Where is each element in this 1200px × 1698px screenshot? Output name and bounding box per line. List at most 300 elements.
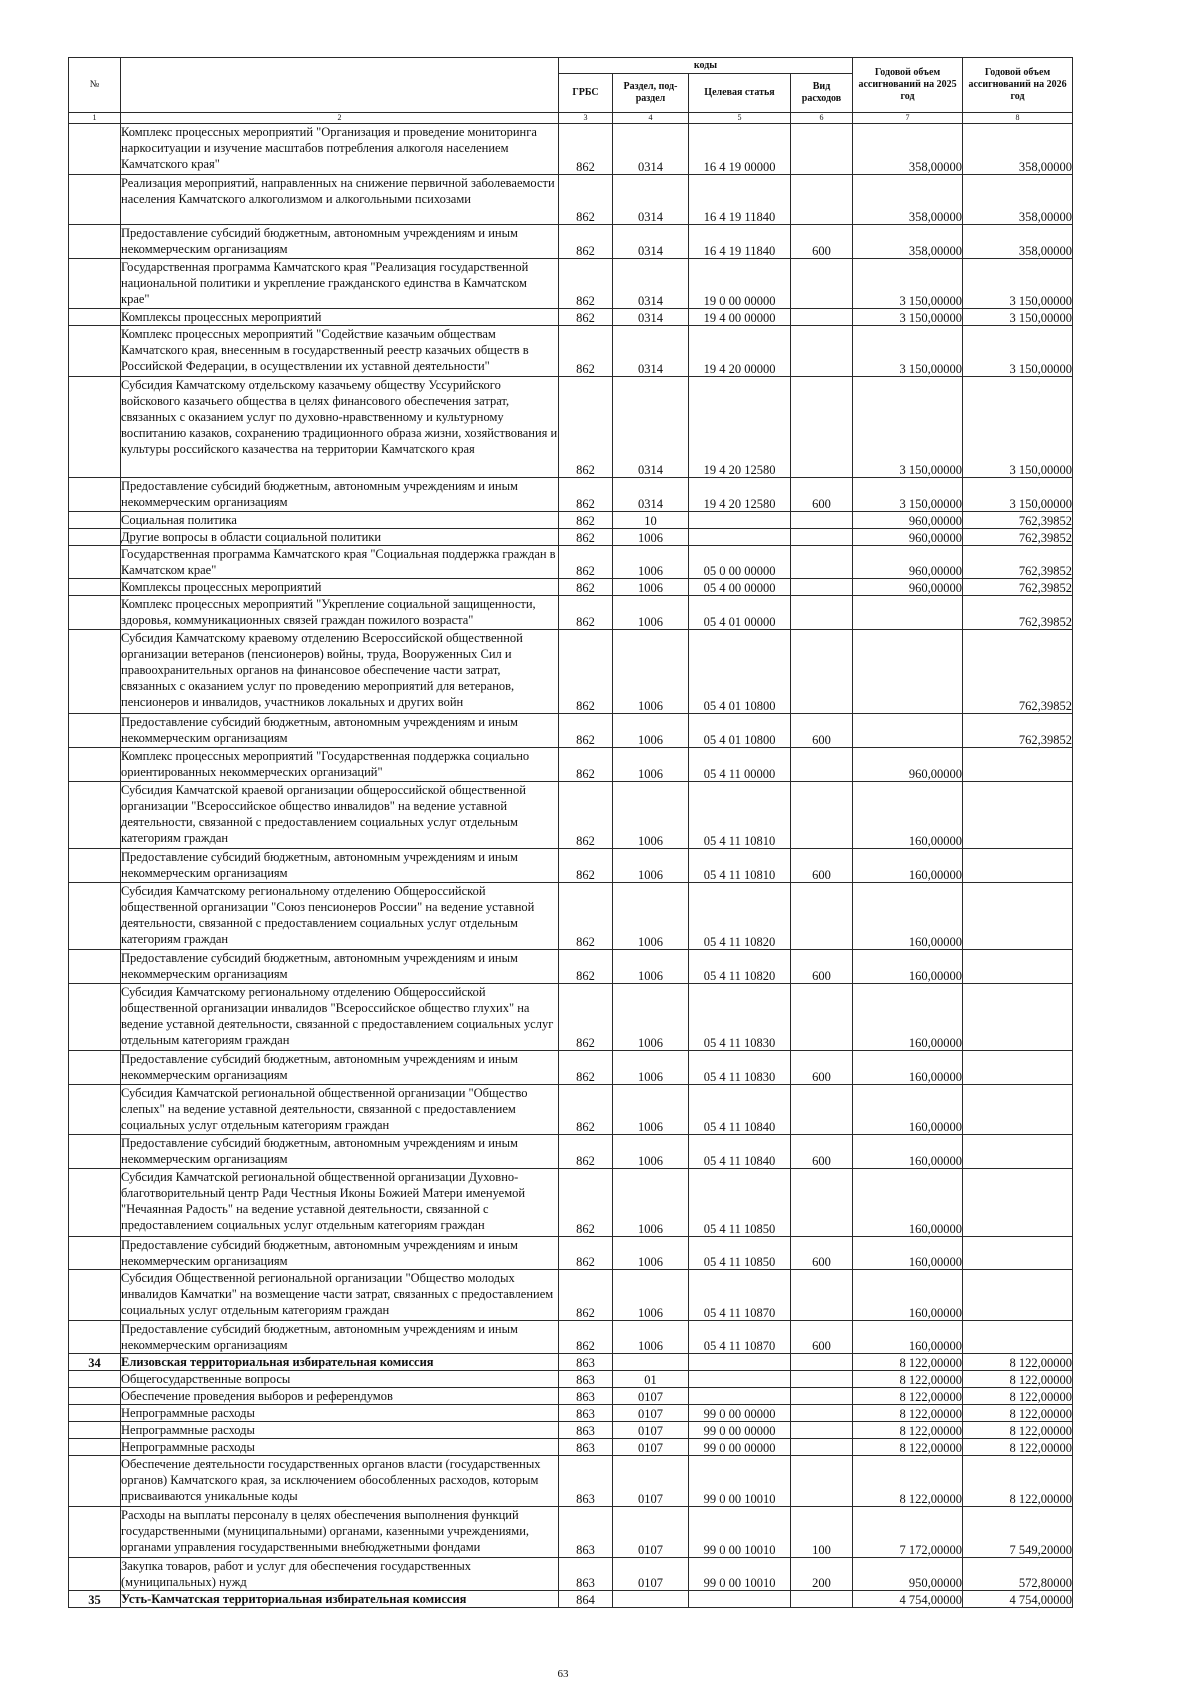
grbs-code: 862 (559, 1135, 613, 1169)
amount-2026: 762,39852 (963, 511, 1073, 528)
grbs-code: 863 (559, 1506, 613, 1557)
expense-type-code (791, 326, 853, 377)
grbs-code: 862 (559, 1236, 613, 1270)
row-name: Обеспечение деятельности государственных органов власти (государственных органов) Камчатского края, за исключением обособленных расходов, которым присваиваются уникальные коды (121, 1456, 559, 1507)
amount-2026 (963, 882, 1073, 949)
amount-2026: 572,80000 (963, 1557, 1073, 1591)
expense-type-code: 600 (791, 950, 853, 984)
target-article-code (689, 1388, 791, 1405)
target-article-code: 19 4 20 12580 (689, 376, 791, 477)
target-article-code: 05 4 11 10870 (689, 1270, 791, 1321)
row-number (69, 528, 121, 545)
target-article-code: 19 0 00 00000 (689, 258, 791, 309)
table-row (69, 950, 1073, 984)
row-number (69, 596, 121, 630)
row-name: Другие вопросы в области социальной политики (121, 528, 559, 545)
row-name: Субсидия Камчатскому региональному отделению Общероссийской общественной организации "Союз пенсионеров России" на ведение уставной деятельности, связанной с предоставлением социальных услуг отдельным категориям граждан (121, 882, 559, 949)
section-code: 1006 (613, 714, 689, 748)
table-row (69, 579, 1073, 596)
section-code: 1006 (613, 528, 689, 545)
grbs-code: 863 (559, 1422, 613, 1439)
table-row (69, 124, 1073, 175)
expense-type-code: 100 (791, 1506, 853, 1557)
grbs-code: 862 (559, 376, 613, 477)
table-row (69, 1422, 1073, 1439)
row-name: Комплекс процессных мероприятий "Государственная поддержка социально ориентированных некоммерческих организаций" (121, 747, 559, 781)
target-article-code: 05 4 11 10840 (689, 1135, 791, 1169)
grbs-code: 862 (559, 528, 613, 545)
grbs-code: 863 (559, 1388, 613, 1405)
grbs-code: 862 (559, 882, 613, 949)
row-name: Комплексы процессных мероприятий (121, 579, 559, 596)
section-code: 0314 (613, 477, 689, 511)
grbs-code: 862 (559, 124, 613, 175)
row-name: Субсидия Камчатскому краевому отделению Всероссийской общественной организации ветеранов (пенсионеров) войны, труда, Вооруженных Сил и правоохранительных органов на финансовое обеспечение части затрат, связанных с оказанием услуг по проведению мероприятий для ветеранов, пенсионеров и инвалидов, участников локальных и других войн (121, 630, 559, 714)
section-code: 1006 (613, 781, 689, 848)
row-name: Субсидия Камчатской региональной общественной организации "Общество слепых" на ведение уставной деятельности, связанной с предоставлением социальных услуг отдельным категориям граждан (121, 1084, 559, 1135)
table-row (69, 1591, 1073, 1608)
table-row (69, 747, 1073, 781)
row-name: Субсидия Камчатской региональной общественной организации Духовно-благотворительный центр Ради Честныя Иконы Божией Матери именуемой "Нечаянная Радость" на ведение уставной деятельности, связанной с предоставлением социальных услуг отдельным категориям граждан (121, 1169, 559, 1236)
expense-type-code (791, 596, 853, 630)
amount-2025: 8 122,00000 (853, 1354, 963, 1371)
expense-type-code (791, 630, 853, 714)
expense-type-code: 600 (791, 1135, 853, 1169)
amount-2025-header: Годовой объем ассигнований на 2025 год (853, 58, 963, 113)
row-number (69, 1169, 121, 1236)
amount-2025: 960,00000 (853, 528, 963, 545)
amount-2025: 3 150,00000 (853, 309, 963, 326)
amount-2026: 762,39852 (963, 714, 1073, 748)
row-name: Закупка товаров, работ и услуг для обеспечения государственных (муниципальных) нужд (121, 1557, 559, 1591)
amount-2026: 8 122,00000 (963, 1388, 1073, 1405)
amount-2025: 960,00000 (853, 545, 963, 579)
expense-type-code (791, 309, 853, 326)
target-article-header: Целевая статья (689, 74, 791, 113)
grbs-header: ГРБС (559, 74, 613, 113)
target-article-code (689, 511, 791, 528)
table-row (69, 1506, 1073, 1557)
expense-type-code (791, 1169, 853, 1236)
row-number (69, 1422, 121, 1439)
target-article-code: 19 4 20 00000 (689, 326, 791, 377)
section-code: 0107 (613, 1506, 689, 1557)
row-number (69, 326, 121, 377)
target-article-code: 05 4 01 10800 (689, 630, 791, 714)
grbs-code: 863 (559, 1371, 613, 1388)
target-article-code: 05 4 11 00000 (689, 747, 791, 781)
row-number (69, 174, 121, 225)
section-code: 01 (613, 1371, 689, 1388)
grbs-code: 862 (559, 950, 613, 984)
target-article-code: 05 4 11 10810 (689, 781, 791, 848)
row-number (69, 1135, 121, 1169)
table-row (69, 1405, 1073, 1422)
grbs-code: 862 (559, 596, 613, 630)
grbs-code: 864 (559, 1591, 613, 1608)
row-name: Непрограммные расходы (121, 1405, 559, 1422)
expense-type-code: 600 (791, 225, 853, 259)
number-column-header: № (69, 58, 121, 113)
expense-type-code (791, 376, 853, 477)
section-code: 0314 (613, 124, 689, 175)
amount-2025: 160,00000 (853, 1270, 963, 1321)
amount-2026 (963, 950, 1073, 984)
amount-2026: 8 122,00000 (963, 1439, 1073, 1456)
row-name: Комплексы процессных мероприятий (121, 309, 559, 326)
amount-2025: 960,00000 (853, 511, 963, 528)
target-article-code: 05 4 00 00000 (689, 579, 791, 596)
amount-2026: 762,39852 (963, 528, 1073, 545)
row-number (69, 849, 121, 883)
expense-type-code (791, 983, 853, 1050)
amount-2025: 358,00000 (853, 225, 963, 259)
table-row (69, 1320, 1073, 1354)
target-article-code: 05 4 11 10830 (689, 1051, 791, 1085)
column-number: 8 (963, 113, 1073, 124)
row-name: Комплекс процессных мероприятий "Организация и проведение мониторинга наркоситуации и изучение масштабов потребления алкоголя населением Камчатского края" (121, 124, 559, 175)
table-row (69, 781, 1073, 848)
amount-2025: 160,00000 (853, 1169, 963, 1236)
column-numbers-row (69, 113, 1073, 124)
column-number: 5 (689, 113, 791, 124)
target-article-code: 99 0 00 00000 (689, 1405, 791, 1422)
grbs-code: 862 (559, 630, 613, 714)
amount-2025: 160,00000 (853, 1051, 963, 1085)
table-row (69, 1388, 1073, 1405)
grbs-code: 863 (559, 1405, 613, 1422)
row-number (69, 630, 121, 714)
table-row (69, 1135, 1073, 1169)
row-name: Елизовская территориальная избирательная комиссия (121, 1354, 559, 1371)
expense-type-code (791, 124, 853, 175)
expense-type-code (791, 1371, 853, 1388)
expense-type-code (791, 1456, 853, 1507)
amount-2025: 160,00000 (853, 1084, 963, 1135)
section-code: 1006 (613, 1169, 689, 1236)
budget-table (68, 57, 1073, 1608)
expense-type-code (791, 174, 853, 225)
table-row (69, 326, 1073, 377)
amount-2026: 762,39852 (963, 579, 1073, 596)
expense-type-code: 600 (791, 849, 853, 883)
target-article-code: 19 4 00 00000 (689, 309, 791, 326)
row-name: Комплекс процессных мероприятий "Содействие казачьим обществам Камчатского края, внесенным в государственный реестр казачьих обществ в Российской Федерации, в осуществлении их уставной деятельности" (121, 326, 559, 377)
section-code: 0107 (613, 1456, 689, 1507)
section-code: 0107 (613, 1557, 689, 1591)
amount-2025: 8 122,00000 (853, 1439, 963, 1456)
amount-2026: 762,39852 (963, 630, 1073, 714)
expense-type-code (791, 747, 853, 781)
row-number (69, 1270, 121, 1321)
target-article-code: 99 0 00 10010 (689, 1557, 791, 1591)
amount-2025 (853, 596, 963, 630)
table-row (69, 1051, 1073, 1085)
amount-2026 (963, 747, 1073, 781)
row-name: Общегосударственные вопросы (121, 1371, 559, 1388)
target-article-code (689, 1371, 791, 1388)
amount-2026: 3 150,00000 (963, 376, 1073, 477)
codes-group-header: коды (559, 58, 853, 74)
row-name: Предоставление субсидий бюджетным, автономным учреждениям и иным некоммерческим организациям (121, 225, 559, 259)
section-code: 1006 (613, 1270, 689, 1321)
target-article-code (689, 528, 791, 545)
target-article-code: 05 0 00 00000 (689, 545, 791, 579)
row-name: Предоставление субсидий бюджетным, автономным учреждениям и иным некоммерческим организациям (121, 1135, 559, 1169)
amount-2026 (963, 983, 1073, 1050)
grbs-code: 862 (559, 545, 613, 579)
expense-type-code (791, 1405, 853, 1422)
section-code: 1006 (613, 579, 689, 596)
column-number: 7 (853, 113, 963, 124)
table-header (69, 58, 1073, 124)
table-row (69, 1557, 1073, 1591)
row-number (69, 579, 121, 596)
section-code: 1006 (613, 1236, 689, 1270)
section-code: 0314 (613, 326, 689, 377)
row-number (69, 882, 121, 949)
amount-2025: 4 754,00000 (853, 1591, 963, 1608)
row-name: Субсидия Камчатскому региональному отделению Общероссийской общественной организации инвалидов "Всероссийское общество глухих" на ведение уставной деятельности, связанной с предоставлением социальных услуг отдельным категориям граждан (121, 983, 559, 1050)
grbs-code: 863 (559, 1557, 613, 1591)
grbs-code: 862 (559, 258, 613, 309)
table-row (69, 1456, 1073, 1507)
amount-2026 (963, 849, 1073, 883)
row-name: Непрограммные расходы (121, 1439, 559, 1456)
row-name: Предоставление субсидий бюджетным, автономным учреждениям и иным некоммерческим организациям (121, 849, 559, 883)
expense-type-code: 600 (791, 1320, 853, 1354)
amount-2026: 3 150,00000 (963, 309, 1073, 326)
table-row (69, 528, 1073, 545)
section-code: 0314 (613, 309, 689, 326)
amount-2026: 7 549,20000 (963, 1506, 1073, 1557)
row-name: Реализация мероприятий, направленных на снижение первичной заболеваемости населения Камчатского алкоголизмом и алкогольными психозами (121, 174, 559, 225)
section-code: 1006 (613, 1320, 689, 1354)
amount-2025: 160,00000 (853, 950, 963, 984)
amount-2025: 3 150,00000 (853, 376, 963, 477)
expense-type-code (791, 579, 853, 596)
grbs-code: 863 (559, 1456, 613, 1507)
table-row (69, 225, 1073, 259)
row-name: Предоставление субсидий бюджетным, автономным учреждениям и иным некоммерческим организациям (121, 1320, 559, 1354)
row-number (69, 781, 121, 848)
row-name: Предоставление субсидий бюджетным, автономным учреждениям и иным некоммерческим организациям (121, 1236, 559, 1270)
amount-2025: 160,00000 (853, 781, 963, 848)
section-code: 0107 (613, 1422, 689, 1439)
expense-type-code (791, 545, 853, 579)
amount-2026: 358,00000 (963, 124, 1073, 175)
row-name: Социальная политика (121, 511, 559, 528)
amount-2025: 3 150,00000 (853, 326, 963, 377)
section-header: Раздел, под-раздел (613, 74, 689, 113)
section-code: 0314 (613, 225, 689, 259)
amount-2025: 3 150,00000 (853, 258, 963, 309)
row-number (69, 376, 121, 477)
grbs-code: 862 (559, 477, 613, 511)
amount-2026 (963, 1270, 1073, 1321)
amount-2025: 358,00000 (853, 124, 963, 175)
grbs-code: 862 (559, 225, 613, 259)
section-code: 1006 (613, 545, 689, 579)
target-article-code: 05 4 01 10800 (689, 714, 791, 748)
row-number (69, 1051, 121, 1085)
section-code: 0314 (613, 174, 689, 225)
row-number (69, 1084, 121, 1135)
amount-2026: 762,39852 (963, 545, 1073, 579)
table-row (69, 596, 1073, 630)
table-row (69, 1371, 1073, 1388)
amount-2026: 8 122,00000 (963, 1371, 1073, 1388)
expense-type-code: 200 (791, 1557, 853, 1591)
table-row (69, 882, 1073, 949)
target-article-code: 05 4 11 10840 (689, 1084, 791, 1135)
row-number (69, 983, 121, 1050)
grbs-code: 862 (559, 326, 613, 377)
row-number (69, 714, 121, 748)
grbs-code: 862 (559, 511, 613, 528)
amount-2025: 8 122,00000 (853, 1371, 963, 1388)
expense-type-code (791, 882, 853, 949)
target-article-code: 16 4 19 11840 (689, 225, 791, 259)
table-row (69, 849, 1073, 883)
section-code: 1006 (613, 1084, 689, 1135)
row-name: Государственная программа Камчатского края "Социальная поддержка граждан в Камчатском крае" (121, 545, 559, 579)
table-row (69, 630, 1073, 714)
table-row (69, 714, 1073, 748)
amount-2026: 8 122,00000 (963, 1456, 1073, 1507)
grbs-code: 862 (559, 983, 613, 1050)
amount-2026 (963, 1320, 1073, 1354)
row-number (69, 1405, 121, 1422)
row-number (69, 258, 121, 309)
expense-type-code (791, 1422, 853, 1439)
amount-2026: 4 754,00000 (963, 1591, 1073, 1608)
amount-2025: 160,00000 (853, 1135, 963, 1169)
expense-type-code (791, 528, 853, 545)
row-number (69, 747, 121, 781)
target-article-code: 16 4 19 00000 (689, 124, 791, 175)
row-name: Расходы на выплаты персоналу в целях обеспечения выполнения функций государственными (муниципальными) органами, казенными учреждениями, органами управления государственными внебюджетными фондами (121, 1506, 559, 1557)
amount-2025: 8 122,00000 (853, 1405, 963, 1422)
amount-2025: 160,00000 (853, 1320, 963, 1354)
row-number (69, 477, 121, 511)
row-number (69, 1388, 121, 1405)
row-number (69, 124, 121, 175)
target-article-code (689, 1591, 791, 1608)
target-article-code: 99 0 00 00000 (689, 1439, 791, 1456)
section-code (613, 1591, 689, 1608)
table-row (69, 1236, 1073, 1270)
page-number: 63 (557, 1668, 569, 1680)
grbs-code: 862 (559, 579, 613, 596)
table-row (69, 1084, 1073, 1135)
grbs-code: 862 (559, 1270, 613, 1321)
table-row (69, 1169, 1073, 1236)
amount-2025: 160,00000 (853, 983, 963, 1050)
amount-2026: 8 122,00000 (963, 1422, 1073, 1439)
grbs-code: 862 (559, 714, 613, 748)
row-number (69, 1371, 121, 1388)
expense-type-code (791, 1439, 853, 1456)
grbs-code: 862 (559, 747, 613, 781)
target-article-code: 05 4 11 10850 (689, 1169, 791, 1236)
target-article-code (689, 1354, 791, 1371)
table-row (69, 545, 1073, 579)
amount-2025: 960,00000 (853, 579, 963, 596)
table-row (69, 983, 1073, 1050)
expense-type-code (791, 1388, 853, 1405)
table-body (69, 124, 1073, 1608)
amount-2026-header: Годовой объем ассигнований на 2026 год (963, 58, 1073, 113)
amount-2026: 358,00000 (963, 225, 1073, 259)
table-row (69, 511, 1073, 528)
section-code: 1006 (613, 1135, 689, 1169)
row-name: Усть-Камчатская территориальная избирательная комиссия (121, 1591, 559, 1608)
row-number (69, 309, 121, 326)
grbs-code: 862 (559, 1169, 613, 1236)
target-article-code: 19 4 20 12580 (689, 477, 791, 511)
row-name: Предоставление субсидий бюджетным, автономным учреждениям и иным некоммерческим организациям (121, 1051, 559, 1085)
row-number (69, 1557, 121, 1591)
table-row (69, 477, 1073, 511)
table-row (69, 258, 1073, 309)
target-article-code: 99 0 00 00000 (689, 1422, 791, 1439)
amount-2025 (853, 714, 963, 748)
row-number: 34 (69, 1354, 121, 1371)
name-column-header (121, 58, 559, 113)
amount-2026: 8 122,00000 (963, 1405, 1073, 1422)
amount-2025: 960,00000 (853, 747, 963, 781)
section-code: 1006 (613, 1051, 689, 1085)
grbs-code: 862 (559, 309, 613, 326)
grbs-code: 862 (559, 781, 613, 848)
table-row (69, 1439, 1073, 1456)
expense-type-code (791, 1591, 853, 1608)
grbs-code: 862 (559, 849, 613, 883)
section-code: 0314 (613, 376, 689, 477)
target-article-code: 16 4 19 11840 (689, 174, 791, 225)
target-article-code: 05 4 01 00000 (689, 596, 791, 630)
target-article-code: 05 4 11 10850 (689, 1236, 791, 1270)
row-number (69, 950, 121, 984)
amount-2026 (963, 1084, 1073, 1135)
table-row (69, 1270, 1073, 1321)
amount-2025: 160,00000 (853, 1236, 963, 1270)
grbs-code: 863 (559, 1439, 613, 1456)
target-article-code: 05 4 11 10820 (689, 950, 791, 984)
amount-2026: 8 122,00000 (963, 1354, 1073, 1371)
section-code: 0107 (613, 1388, 689, 1405)
row-name: Предоставление субсидий бюджетным, автономным учреждениям и иным некоммерческим организациям (121, 950, 559, 984)
amount-2025: 7 172,00000 (853, 1506, 963, 1557)
expense-type-code (791, 1084, 853, 1135)
amount-2025: 160,00000 (853, 882, 963, 949)
amount-2026: 762,39852 (963, 596, 1073, 630)
row-number (69, 1439, 121, 1456)
row-name: Субсидия Общественной региональной организации "Общество молодых инвалидов Камчатки" на возмещение части затрат, связанных с предоставлением социальных услуг отдельным категориям граждан (121, 1270, 559, 1321)
amount-2025: 3 150,00000 (853, 477, 963, 511)
column-number: 4 (613, 113, 689, 124)
amount-2025: 950,00000 (853, 1557, 963, 1591)
header-row (69, 58, 1073, 74)
expense-type-header: Вид расходов (791, 74, 853, 113)
target-article-code: 99 0 00 10010 (689, 1456, 791, 1507)
row-number (69, 545, 121, 579)
amount-2025: 8 122,00000 (853, 1422, 963, 1439)
table-row (69, 174, 1073, 225)
row-name: Субсидия Камчатскому отдельскому казачьему обществу Уссурийского войскового казачьего общества в целях финансового обеспечения затрат, связанных с оказанием услуг по духовно-нравственному и культурному воспитанию казаков, сохранению традиционного образа жизни, хозяйствования и культуры российского казачества на территории Камчатского края (121, 376, 559, 477)
amount-2025 (853, 630, 963, 714)
